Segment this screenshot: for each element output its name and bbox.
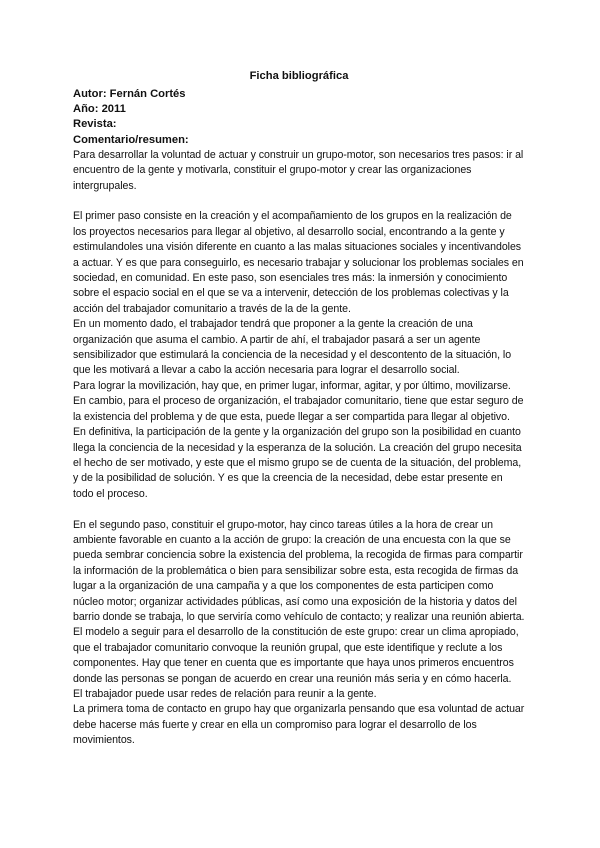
- paragraph-process: En cambio, para el proceso de organización, el trabajador comunitario, tiene que estar seguro de la existencia del problema y de que esta, puede llegar a ser compartida para llegar al objetivo.: [73, 395, 524, 423]
- paragraph-first-step: El primer paso consiste en la creación y el acompañamiento de los grupos en la realización de los proyectos necesarios para llegar al objetivo, al desarrollo social, encontrando a la gente y estimulandoles una visión diferente en cuanto a las malas situaciones sociales y incentivandoles a actuar. Y es que para conseguirlo, es necesario trabajar y solucionar los problemas sociales en sociedad, en comunidad. En este paso, son esenciales tres más: la inmersión y conocimiento sobre el espacio social en el que se va a intervenir, detección de los problemas colectivas y la acción del trabajador comunitario a través de la de la gente.: [73, 210, 524, 315]
- year-line: Año: 2011: [73, 103, 126, 116]
- paragraph-organization: En un momento dado, el trabajador tendrá que proponer a la gente la creación de una organización que asuma el cambio. A partir de ahí, el trabajador pasará a ser un agente sensibilizador que estimulará la conciencia de la necesidad y el descontento de la situación, lo que les motivará a llevar a cabo la acción necesaria para lograr el desarrollo social.: [73, 318, 512, 377]
- paragraph-mobilization: Para lograr la movilización, hay que, en primer lugar, informar, agitar, y por último, movilizarse.: [73, 379, 511, 392]
- summary-label: Comentario/resumen:: [73, 133, 189, 146]
- paragraph-first-contact: La primera toma de contacto en grupo hay que organizarla pensando que esa voluntad de actuar debe hacerse más fuerte y crear en ella un compromiso para lograr el desarrollo de los movimientos.: [73, 703, 525, 747]
- paragraph-intro: Para desarrollar la voluntad de actuar y construir un grupo-motor, son necesarios tres pasos: ir al encuentro de la gente y motivarla, constituir el grupo-motor y crear las organizaciones intergrupales.: [73, 148, 524, 192]
- paragraph-second-step: En el segundo paso, constituir el grupo-motor, hay cinco tareas útiles a la hora de crear un ambiente favorable en cuanto a la acción de grupo: la creación de una encuesta con la que se pueda sembrar conciencia sobre la existencia del problema, la recogida de firmas para compartir la información de la problemática o bien para sensibilizar sobre esta, esta recogida de firmas da lugar a la organización de una campaña y a que los componentes de esta participen como núcleo motor; organizar actividades públicas, así como una exposición de la historia y datos del barrio donde se trabaja, lo que serviría como vehículo de contacto; y realizar una reunión abierta.: [73, 518, 525, 623]
- author-line: Autor: Fernán Cortés: [73, 88, 186, 100]
- document-title: Ficha bibliográfica: [249, 70, 349, 82]
- paragraph-model: El modelo a seguir para el desarrollo de la constitución de este grupo: crear un clima apropiado, que el trabajador comunitario convoque la reunión grupal, que este identifique y reclute a los componentes. Hay que tener en cuenta que es importante que haya unos primeros encuentros donde las personas se pongan de acuerdo en crear una reunión más seria y en cómo hacerla.: [73, 626, 519, 685]
- journal-line: Revista:: [73, 118, 117, 131]
- paragraph-networks: El trabajador puede usar redes de relación para reunir a la gente.: [73, 688, 377, 700]
- paragraph-conclusion: En definitiva, la participación de la gente y la organización del grupo son la posibilidad en cuanto llega la conciencia de la necesidad y la esperanza de la solución. La creación del grupo necesita el hecho de ser motivado, y este que el mismo grupo se de cuenta de la situación, del problema, y de la posibilidad de solución. Y es que la creencia de la necesidad, debe estar presente en todo el proceso.: [73, 426, 522, 500]
